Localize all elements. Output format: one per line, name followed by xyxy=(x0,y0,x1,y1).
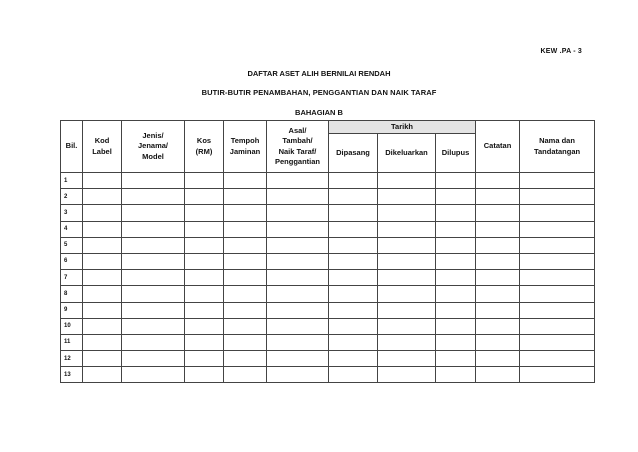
table-cell xyxy=(185,253,224,269)
table-cell xyxy=(329,270,378,286)
table-cell xyxy=(329,221,378,237)
table-cell xyxy=(224,351,267,367)
table-cell xyxy=(267,221,329,237)
table-cell xyxy=(224,205,267,221)
table-cell xyxy=(476,270,520,286)
table-cell xyxy=(83,189,122,205)
table-cell xyxy=(520,189,595,205)
table-cell xyxy=(267,318,329,334)
table-cell xyxy=(83,173,122,189)
table-cell xyxy=(476,237,520,253)
table-cell xyxy=(122,189,185,205)
table-cell xyxy=(520,237,595,253)
table-cell xyxy=(83,253,122,269)
table-cell xyxy=(83,286,122,302)
table-cell xyxy=(378,189,436,205)
table-cell xyxy=(267,237,329,253)
table-cell xyxy=(267,351,329,367)
table-cell xyxy=(436,334,476,350)
header-asal-line-2: Tambah/ xyxy=(282,136,313,146)
table-cell xyxy=(224,237,267,253)
table-cell xyxy=(520,221,595,237)
table-cell xyxy=(267,189,329,205)
table-cell xyxy=(267,286,329,302)
table-cell xyxy=(267,367,329,383)
table-cell xyxy=(436,351,476,367)
table-cell xyxy=(122,237,185,253)
table-cell xyxy=(122,253,185,269)
table-cell xyxy=(476,351,520,367)
table-row xyxy=(61,173,595,189)
header-dilupus: Dilupus xyxy=(436,134,476,173)
table-cell xyxy=(520,253,595,269)
table-cell xyxy=(122,221,185,237)
header-dipasang: Dipasang xyxy=(329,134,378,173)
table-cell xyxy=(436,221,476,237)
table-row xyxy=(61,334,595,350)
table-cell xyxy=(476,334,520,350)
table-cell xyxy=(122,334,185,350)
header-jenis-line-1: Jenis/ xyxy=(142,131,164,141)
row-number: 3 xyxy=(61,205,83,221)
table-cell xyxy=(83,334,122,350)
table-cell xyxy=(185,221,224,237)
table-cell xyxy=(267,205,329,221)
table-cell xyxy=(185,270,224,286)
table-cell xyxy=(329,189,378,205)
table-cell xyxy=(436,205,476,221)
table-cell xyxy=(185,189,224,205)
table-cell xyxy=(520,318,595,334)
table-cell xyxy=(122,302,185,318)
table-cell xyxy=(436,286,476,302)
table-cell xyxy=(378,253,436,269)
table-cell xyxy=(185,173,224,189)
table-cell xyxy=(122,367,185,383)
table-cell xyxy=(122,286,185,302)
table-cell xyxy=(378,302,436,318)
table-body xyxy=(61,173,595,383)
table-cell xyxy=(185,286,224,302)
row-number: 5 xyxy=(61,237,83,253)
table-cell xyxy=(224,173,267,189)
table-cell xyxy=(378,237,436,253)
table-cell xyxy=(436,237,476,253)
table-cell xyxy=(329,318,378,334)
table-row xyxy=(61,237,595,253)
table-cell xyxy=(520,302,595,318)
document-subtitle: BUTIR-BUTIR PENAMBAHAN, PENGGANTIAN DAN NAIK TARAF xyxy=(201,88,437,97)
table-row xyxy=(61,318,595,334)
table-cell xyxy=(476,302,520,318)
row-number: 8 xyxy=(61,286,83,302)
table-cell xyxy=(224,286,267,302)
header-jenis-line-2: Jenama/ xyxy=(137,141,169,151)
header-asal-line-4: Penggantian xyxy=(274,156,320,166)
row-number: 9 xyxy=(61,302,83,318)
table-cell xyxy=(476,367,520,383)
header-asal xyxy=(267,121,329,173)
header-catatan: Catatan xyxy=(476,121,520,173)
header-kos-line-2: (RM) xyxy=(195,146,213,156)
header-tempoh xyxy=(224,121,267,173)
header-kos xyxy=(185,121,224,173)
table-cell xyxy=(224,302,267,318)
header-asal-line-1: Asal/ xyxy=(288,126,307,136)
table-cell xyxy=(83,270,122,286)
table-cell xyxy=(378,270,436,286)
table-cell xyxy=(83,221,122,237)
table-cell xyxy=(476,205,520,221)
table-cell xyxy=(476,221,520,237)
table-cell xyxy=(185,367,224,383)
table-cell xyxy=(476,189,520,205)
table-cell xyxy=(378,173,436,189)
header-nama-line-2: Tandatangan xyxy=(533,146,581,156)
header-nama xyxy=(520,121,595,173)
table-cell xyxy=(83,237,122,253)
table-cell xyxy=(329,253,378,269)
table-cell xyxy=(329,302,378,318)
header-dikeluarkan: Dikeluarkan xyxy=(378,134,436,173)
table-row xyxy=(61,189,595,205)
table-cell xyxy=(83,318,122,334)
table-cell xyxy=(436,270,476,286)
table-cell xyxy=(520,205,595,221)
table-cell xyxy=(329,237,378,253)
table-cell xyxy=(185,205,224,221)
table-cell xyxy=(329,205,378,221)
row-number: 13 xyxy=(61,367,83,383)
header-kos-line-1: Kos xyxy=(196,136,212,146)
table-cell xyxy=(83,302,122,318)
table-cell xyxy=(476,286,520,302)
table-cell xyxy=(224,221,267,237)
table-cell xyxy=(520,173,595,189)
table-cell xyxy=(185,334,224,350)
table-cell xyxy=(520,351,595,367)
row-number: 2 xyxy=(61,189,83,205)
table-row xyxy=(61,286,595,302)
header-nama-line-1: Nama dan xyxy=(539,136,575,146)
table-cell xyxy=(185,318,224,334)
row-number: 12 xyxy=(61,351,83,367)
table-cell xyxy=(436,173,476,189)
table-cell xyxy=(122,205,185,221)
table-cell xyxy=(122,318,185,334)
table-cell xyxy=(267,270,329,286)
header-asal-line-3: Naik Taraf/ xyxy=(278,146,317,156)
asset-register-table xyxy=(60,120,595,383)
row-number: 1 xyxy=(61,173,83,189)
header-tarikh: Tarikh xyxy=(329,121,476,134)
table-cell xyxy=(329,173,378,189)
table-cell xyxy=(122,351,185,367)
header-kod-label xyxy=(83,121,122,173)
row-number: 10 xyxy=(61,318,83,334)
table-cell xyxy=(476,173,520,189)
table-cell xyxy=(436,318,476,334)
table-row xyxy=(61,205,595,221)
table-cell xyxy=(224,270,267,286)
table-cell xyxy=(378,286,436,302)
table-cell xyxy=(378,221,436,237)
table-row xyxy=(61,253,595,269)
row-number: 11 xyxy=(61,334,83,350)
table-cell xyxy=(329,367,378,383)
header-jenis-line-3: Model xyxy=(142,151,164,161)
table-cell xyxy=(378,367,436,383)
table-cell xyxy=(83,351,122,367)
table-row xyxy=(61,367,595,383)
header-tempoh-line-2: Jaminan xyxy=(229,146,261,156)
row-number: 7 xyxy=(61,270,83,286)
table-cell xyxy=(83,367,122,383)
table-cell xyxy=(267,334,329,350)
table-cell xyxy=(476,253,520,269)
table-cell xyxy=(224,367,267,383)
table-cell xyxy=(224,189,267,205)
table-cell xyxy=(83,205,122,221)
table-cell xyxy=(436,367,476,383)
table-cell xyxy=(476,318,520,334)
table-cell xyxy=(267,302,329,318)
section-title: BAHAGIAN B xyxy=(295,108,343,117)
table-cell xyxy=(122,270,185,286)
form-code: KEW .PA - 3 xyxy=(540,48,582,55)
header-jenis xyxy=(122,121,185,173)
table-cell xyxy=(185,351,224,367)
header-tempoh-line-1: Tempoh xyxy=(230,136,260,146)
table-cell xyxy=(436,189,476,205)
table-cell xyxy=(520,367,595,383)
table-cell xyxy=(378,318,436,334)
document-title: DAFTAR ASET ALIH BERNILAI RENDAH xyxy=(247,69,391,78)
table-cell xyxy=(378,351,436,367)
table-cell xyxy=(267,173,329,189)
table-row xyxy=(61,351,595,367)
header-bil: Bil. xyxy=(61,121,83,173)
table-row xyxy=(61,221,595,237)
table-row xyxy=(61,302,595,318)
table-cell xyxy=(436,302,476,318)
table-cell xyxy=(185,237,224,253)
table-cell xyxy=(520,334,595,350)
table-cell xyxy=(329,334,378,350)
table-cell xyxy=(267,253,329,269)
row-number: 4 xyxy=(61,221,83,237)
table-cell xyxy=(378,205,436,221)
table-cell xyxy=(224,334,267,350)
table-cell xyxy=(224,318,267,334)
table-row xyxy=(61,270,595,286)
table-cell xyxy=(122,173,185,189)
table-cell xyxy=(378,334,436,350)
table-cell xyxy=(436,253,476,269)
table-cell xyxy=(520,270,595,286)
header-kod-label-line-1: Kod xyxy=(94,136,110,146)
table-cell xyxy=(224,253,267,269)
table-cell xyxy=(329,351,378,367)
header-kod-label-line-2: Label xyxy=(92,146,112,156)
row-number: 6 xyxy=(61,253,83,269)
table-cell xyxy=(520,286,595,302)
table-cell xyxy=(329,286,378,302)
table-cell xyxy=(185,302,224,318)
